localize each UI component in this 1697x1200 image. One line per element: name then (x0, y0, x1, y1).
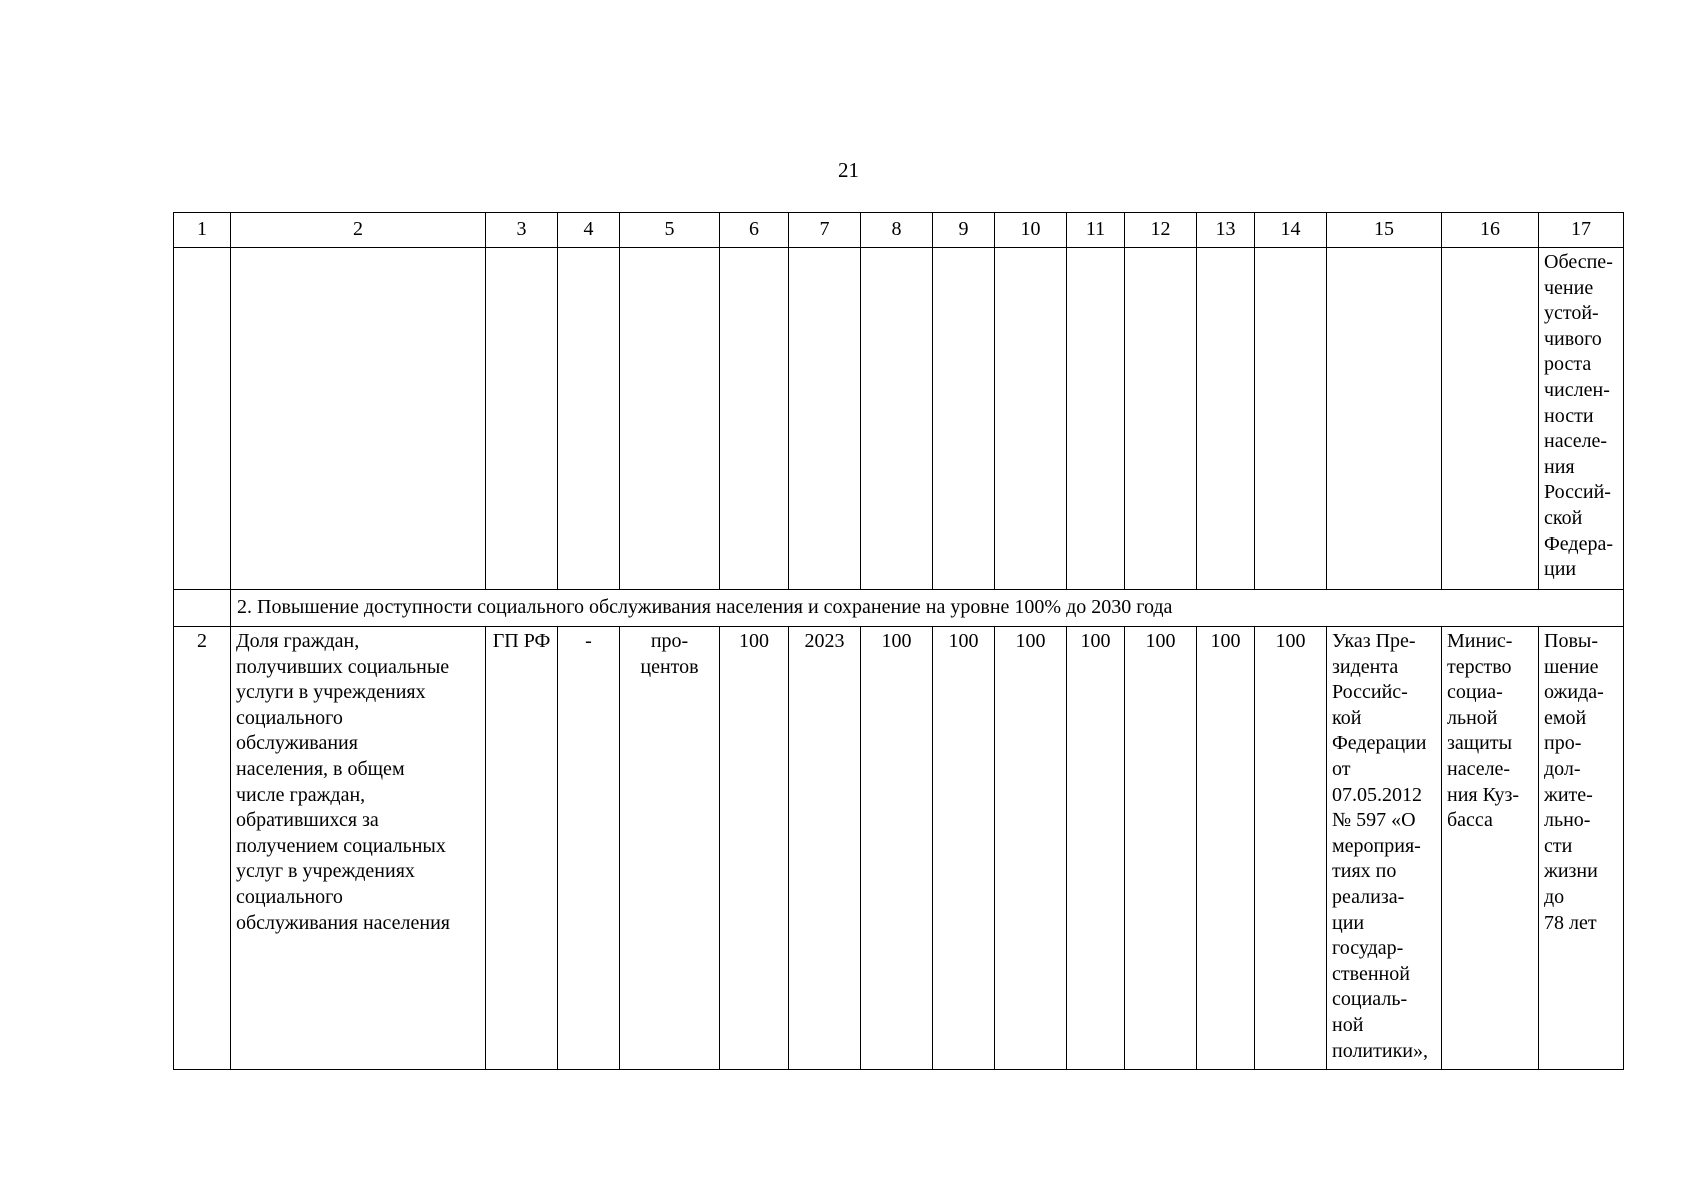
column-number: 10 (995, 213, 1067, 248)
value-cell: 100 (1067, 627, 1125, 1070)
column-number: 17 (1539, 213, 1624, 248)
section-title: 2. Повышение доступности социального обслуживания населения и сохранение на уровне 100% до 2030 года (231, 590, 1624, 627)
empty-cell (620, 248, 720, 590)
value-cell: 100 (861, 627, 933, 1070)
empty-cell (720, 248, 789, 590)
base-value: 100 (720, 627, 789, 1070)
indicators-table (173, 212, 1624, 1070)
empty-cell (174, 590, 231, 627)
base-year: 2023 (789, 627, 861, 1070)
column-number: 13 (1197, 213, 1255, 248)
empty-cell (174, 248, 231, 590)
column-number: 3 (486, 213, 558, 248)
column-number: 6 (720, 213, 789, 248)
row-number: 2 (174, 627, 231, 1070)
empty-cell (933, 248, 995, 590)
goal-cell: Повы- шение ожида- емой про- дол- жите- льно- сти жизни до 78 лет (1539, 627, 1624, 1070)
empty-cell (1442, 248, 1539, 590)
empty-cell (1255, 248, 1327, 590)
empty-cell (486, 248, 558, 590)
empty-cell (995, 248, 1067, 590)
column-number: 2 (231, 213, 486, 248)
column-number: 15 (1327, 213, 1442, 248)
empty-cell (1067, 248, 1125, 590)
section-row (174, 590, 1624, 627)
column-number: 8 (861, 213, 933, 248)
column-number-row (174, 213, 1624, 248)
indicator-name: Доля граждан, получивших социальные услуги в учреждениях социального обслуживания населения, в общем числе граждан, обратившихся за получением социальных услуг в учреждениях социального обслуживания населения (231, 627, 486, 1070)
column-number: 4 (558, 213, 620, 248)
indicator-attribute: - (558, 627, 620, 1070)
empty-cell (558, 248, 620, 590)
continuation-row (174, 248, 1624, 590)
column-number: 9 (933, 213, 995, 248)
value-cell: 100 (933, 627, 995, 1070)
empty-cell (789, 248, 861, 590)
document-cell: Указ Пре- зидента Российс- кой Федерации от 07.05.2012 № 597 «О мероприя- тиях по реализа- ции государ- ственной социаль- ной политики», (1327, 627, 1442, 1070)
empty-cell (1125, 248, 1197, 590)
value-cell: 100 (1125, 627, 1197, 1070)
column-number: 14 (1255, 213, 1327, 248)
column-number: 12 (1125, 213, 1197, 248)
column-number: 5 (620, 213, 720, 248)
responsible-cell: Минис- терство социа- льной защиты населе- ния Куз- басса (1442, 627, 1539, 1070)
column-number: 16 (1442, 213, 1539, 248)
value-cell: 100 (995, 627, 1067, 1070)
column-number: 1 (174, 213, 231, 248)
empty-cell (1327, 248, 1442, 590)
empty-cell (231, 248, 486, 590)
unit-of-measure: про- центов (620, 627, 720, 1070)
empty-cell (1197, 248, 1255, 590)
page-number: 21 (838, 158, 859, 182)
column-number: 7 (789, 213, 861, 248)
goal-cell: Обеспе- чение устой- чивого роста числен- ности населе- ния Россий- ской Федера- ции (1539, 248, 1624, 590)
empty-cell (861, 248, 933, 590)
value-cell: 100 (1197, 627, 1255, 1070)
value-cell: 100 (1255, 627, 1327, 1070)
column-number: 11 (1067, 213, 1125, 248)
table-row (174, 627, 1624, 1070)
indicator-level: ГП РФ (486, 627, 558, 1070)
